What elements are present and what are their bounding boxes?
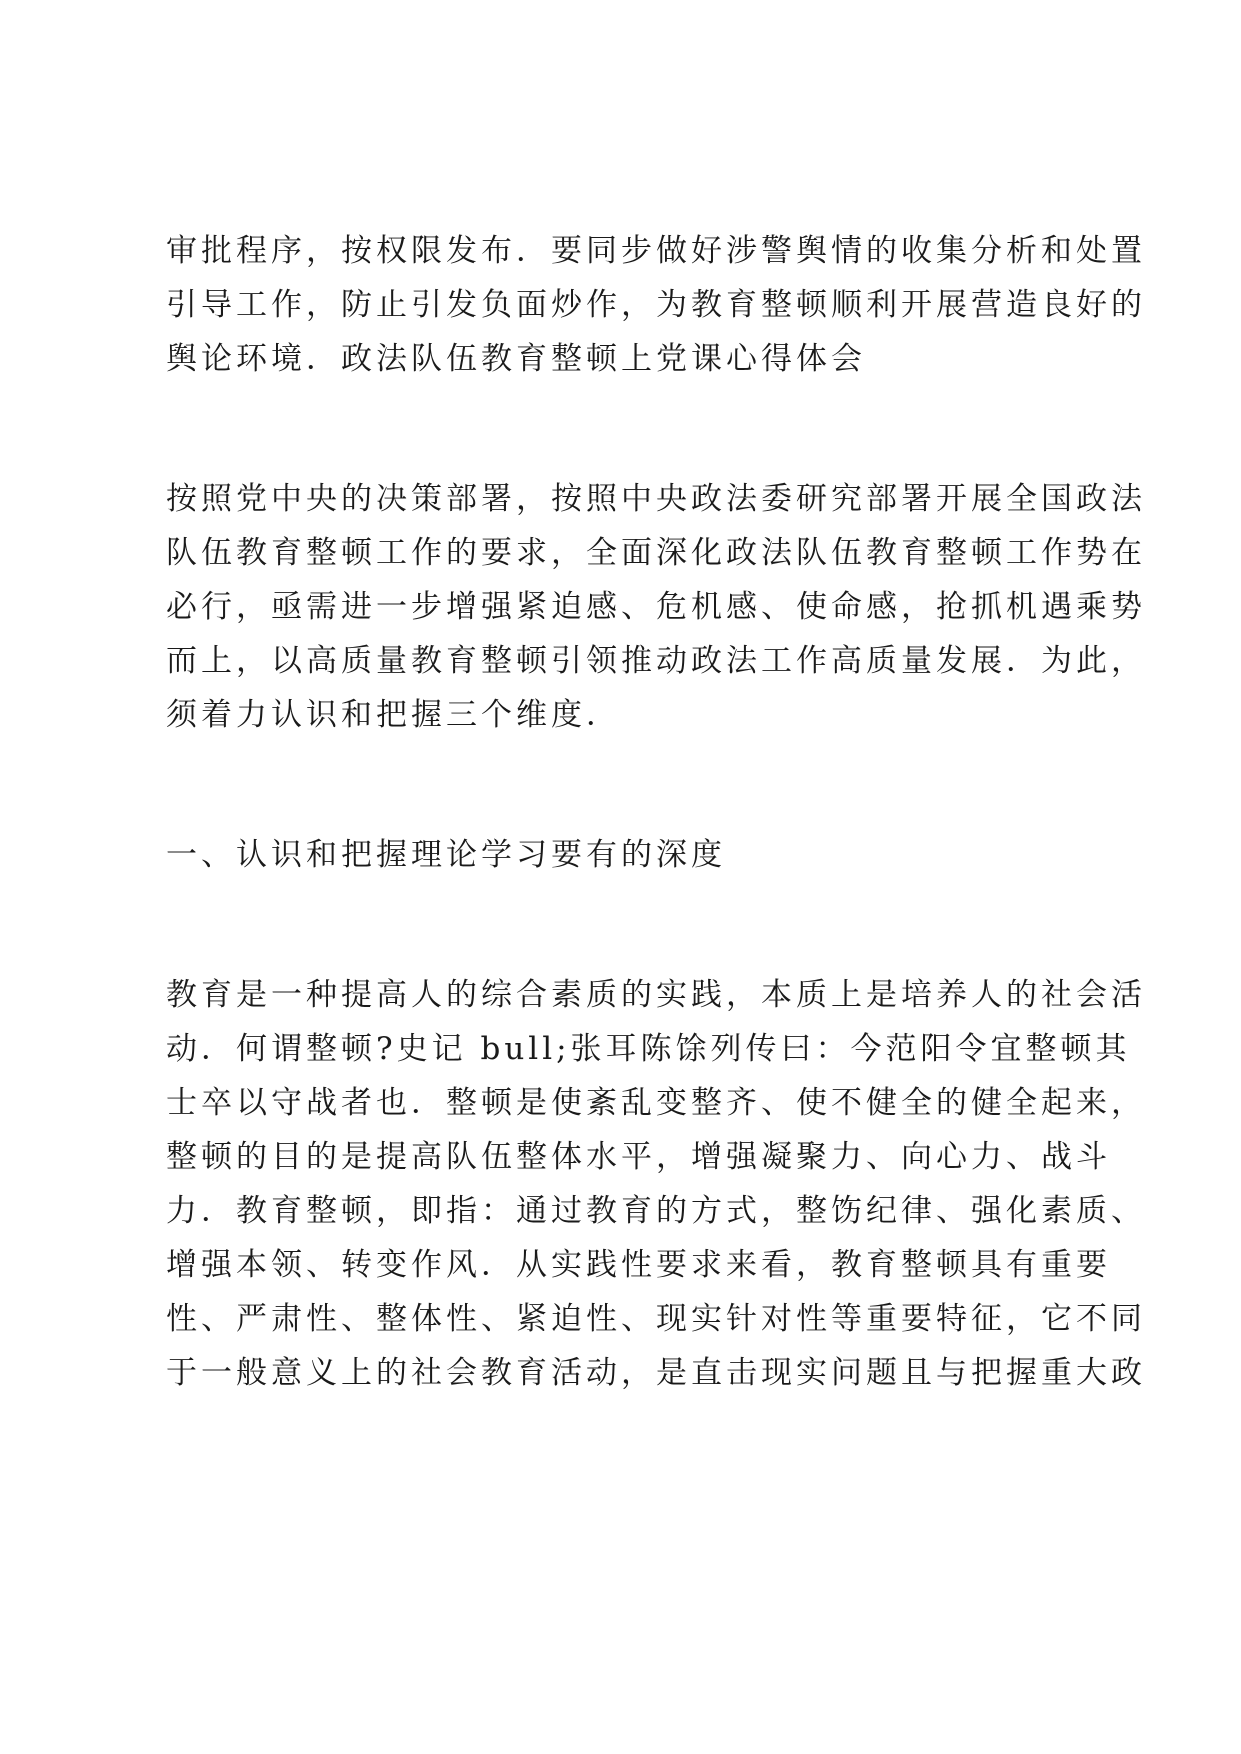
document-body xyxy=(166,224,1146,1400)
text-line: 而上，以高质量教育整顿引领推动政法工作高质量发展．为此， xyxy=(166,643,1146,679)
paragraph-spacer xyxy=(166,742,1086,828)
text-line: 士卒以守战者也．整顿是使紊乱变整齐、使不健全的健全起来， xyxy=(166,1085,1146,1121)
text-line: 按照党中央的决策部署，按照中央政法委研究部署开展全国政法 xyxy=(166,481,1146,517)
paragraph-spacer xyxy=(166,386,1086,472)
text-line: 于一般意义上的社会教育活动，是直击现实问题且与把握重大政 xyxy=(166,1355,1146,1391)
text-line: 增强本领、转变作风．从实践性要求来看，教育整顿具有重要 xyxy=(166,1247,1111,1283)
section-heading xyxy=(166,828,1086,882)
text-line: 队伍教育整顿工作的要求，全面深化政法队伍教育整顿工作势在 xyxy=(166,535,1146,571)
text-line: 须着力认识和把握三个维度． xyxy=(166,697,621,733)
text-line: 力．教育整顿，即指：通过教育的方式，整饬纪律、强化素质、 xyxy=(166,1193,1146,1229)
text-line: 动．何谓整顿?史记 bull;张耳陈馀列传曰：今范阳令宜整顿其 xyxy=(166,1031,1131,1067)
text-line: 性、严肃性、整体性、紧迫性、现实针对性等重要特征，它不同 xyxy=(166,1301,1146,1337)
paragraph-3 xyxy=(166,968,1146,1400)
text-line: 审批程序，按权限发布．要同步做好涉警舆情的收集分析和处置 xyxy=(166,233,1146,269)
text-line: 必行，亟需进一步增强紧迫感、危机感、使命感，抢抓机遇乘势 xyxy=(166,589,1146,625)
text-line: 整顿的目的是提高队伍整体水平，增强凝聚力、向心力、战斗 xyxy=(166,1139,1111,1175)
text-line: 舆论环境．政法队伍教育整顿上党课心得体会 xyxy=(166,341,866,377)
heading-text: 一、认识和把握理论学习要有的深度 xyxy=(166,837,726,873)
paragraph-spacer xyxy=(166,882,1086,968)
text-line: 教育是一种提高人的综合素质的实践，本质上是培养人的社会活 xyxy=(166,977,1146,1013)
paragraph-2 xyxy=(166,472,1146,742)
paragraph-1 xyxy=(166,224,1146,386)
text-line: 引导工作，防止引发负面炒作，为教育整顿顺利开展营造良好的 xyxy=(166,287,1146,323)
